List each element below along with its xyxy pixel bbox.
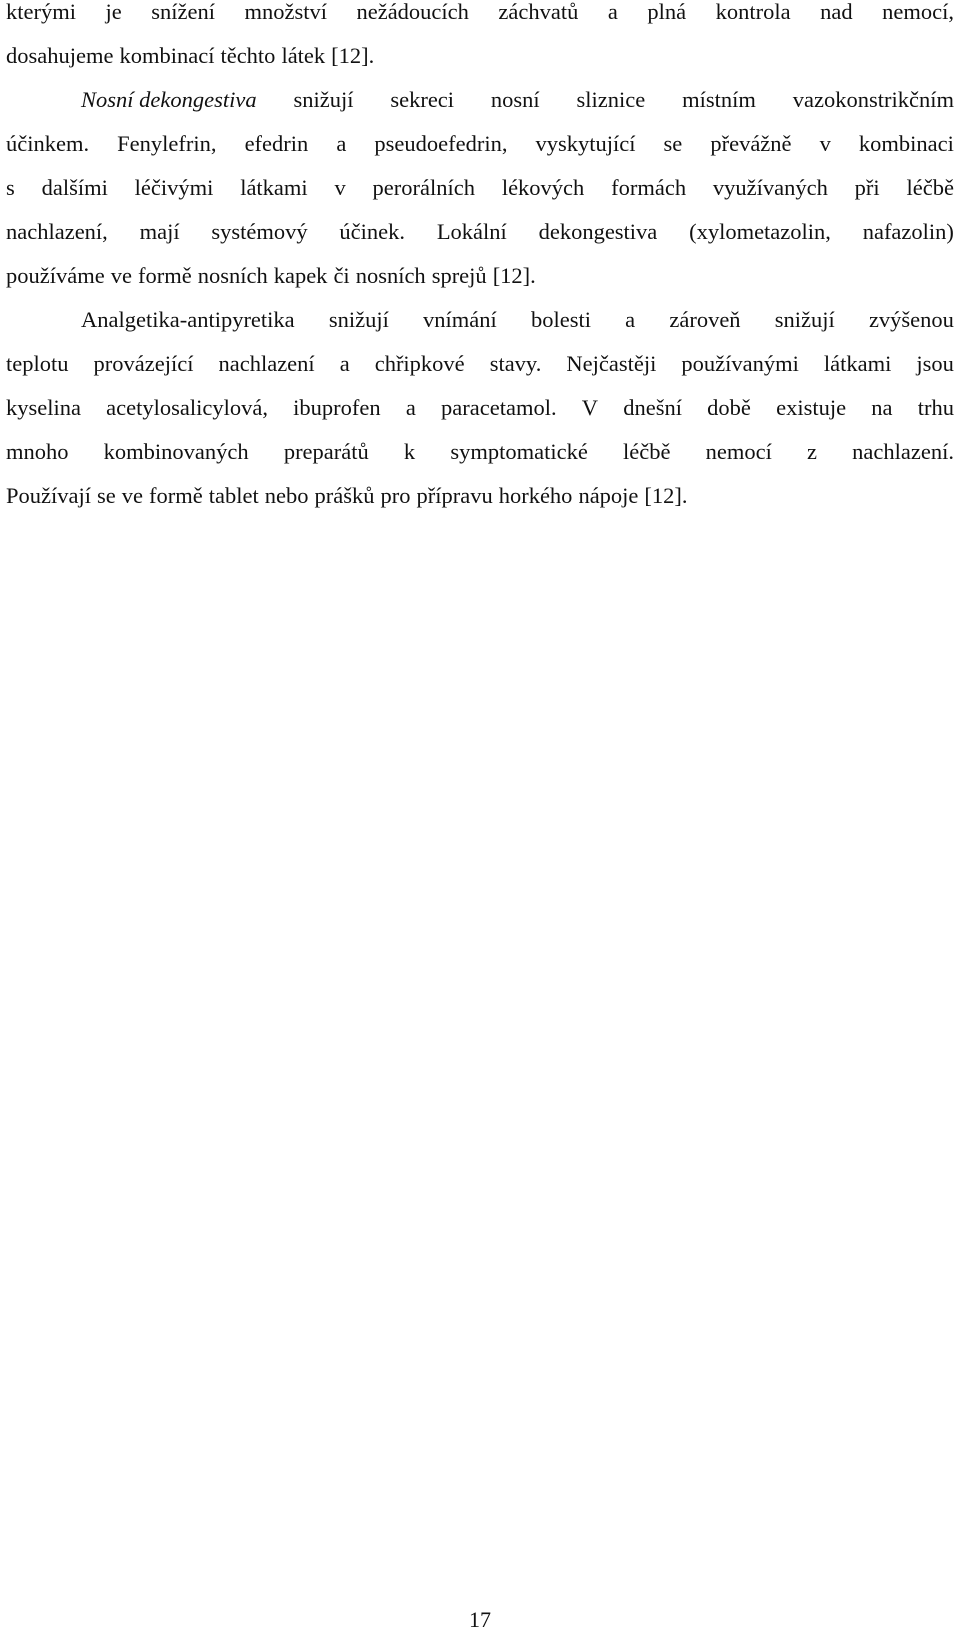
text-line: účinkem. Fenylefrin, efedrin a pseudoefedrin, vyskytující se převážně v kombinaci	[6, 131, 954, 156]
page-number: 17	[469, 1607, 491, 1632]
text-line: dosahujeme kombinací těchto látek [12].	[6, 43, 375, 68]
text-line: kterými je snížení množství nežádoucích záchvatů a plná kontrola nad nemocí,	[6, 0, 954, 24]
text-line: používáme ve formě nosních kapek či nosních sprejů [12].	[6, 263, 536, 288]
text-line: teplotu provázející nachlazení a chřipkové stavy. Nejčastěji používanými látkami jsou	[6, 351, 954, 376]
text-line: kyselina acetylosalicylová, ibuprofen a paracetamol. V dnešní době existuje na trhu	[6, 395, 954, 420]
text-line: Nosní dekongestiva snižují sekreci nosní sliznice místním vazokonstrikčním	[81, 87, 954, 112]
paragraph-p2	[6, 88, 954, 308]
text-line: Analgetika-antipyretika snižují vnímání bolesti a zároveň snižují zvýšenou	[81, 307, 954, 332]
text-line: Používají se ve formě tablet nebo prášků pro přípravu horkého nápoje [12].	[6, 483, 688, 508]
paragraph-p1	[6, 0, 954, 88]
text-line: nachlazení, mají systémový účinek. Lokální dekongestiva (xylometazolin, nafazolin)	[6, 219, 954, 244]
paragraph-p3	[6, 308, 954, 528]
italic-term: Nosní dekongestiva	[81, 87, 257, 112]
body-text	[6, 0, 954, 528]
text-line: s dalšími léčivými látkami v perorálních lékových formách využívaných při léčbě	[6, 175, 954, 200]
text-line: mnoho kombinovaných preparátů k symptomatické léčbě nemocí z nachlazení.	[6, 439, 954, 464]
